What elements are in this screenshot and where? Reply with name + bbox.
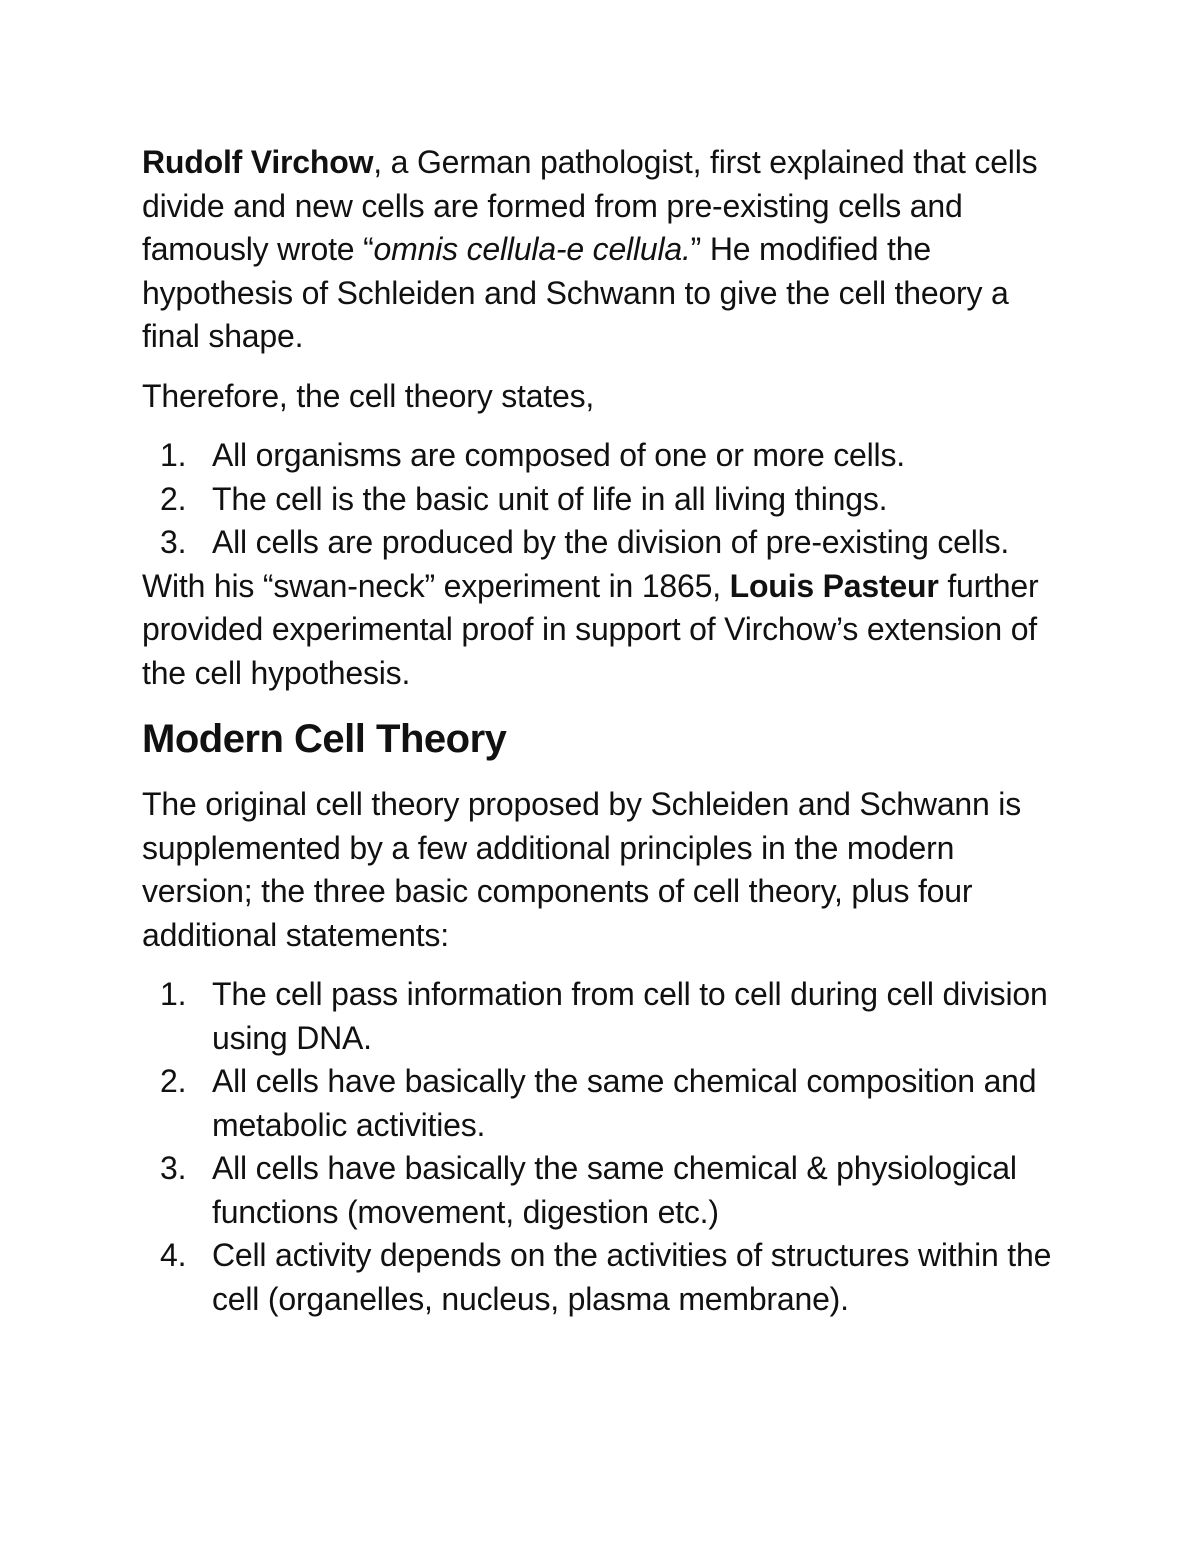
list-item [142,973,1062,1060]
pasteur-paragraph [142,565,1062,696]
modern-theory-list [142,973,1062,1321]
list-item-text: All cells have basically the same chemical & physiological functions (movement, digestion etc.) [212,1150,1017,1230]
list-item-text: The cell is the basic unit of life in all living things. [212,480,888,517]
list-item-number: 1. [160,437,187,473]
virchow-name: Rudolf Virchow [142,144,374,180]
list-item-number: 1. [160,976,187,1012]
list-item [142,1234,1062,1321]
list-item [142,434,1062,478]
modern-theory-paragraph: The original cell theory proposed by Schleiden and Schwann is supplemented by a few additional principles in the modern version; the three basic components of cell theory, plus four additional statements: [142,786,1022,953]
list-item-text: Cell activity depends on the activities of structures within the cell (organelles, nucleus, plasma membrane). [212,1237,1052,1317]
list-item-text: All organisms are composed of one or more cells. [212,437,905,473]
pasteur-text-b: further provided experimental proof in support of Virchow’s extension of the cell hypothesis. [142,567,1039,691]
virchow-text-a: , a German pathologist, first explained that cells divide and new cells are formed from pre-existing cells and famously wrote “ [142,144,1038,267]
list-item-text: All cells are produced by the division of pre-existing cells. [212,524,1010,560]
pasteur-name: Louis Pasteur [729,567,939,604]
section-heading: Modern Cell Theory [142,717,507,761]
list-item [142,521,1062,565]
list-item-number: 2. [160,1063,187,1099]
cell-theory-intro: Therefore, the cell theory states, [142,377,595,414]
list-item [142,1060,1062,1147]
list-item-text: The cell pass information from cell to cell during cell division using DNA. [212,976,1048,1056]
list-item [142,1147,1062,1234]
virchow-text-b: ” He modified the hypothesis of Schleiden and Schwann to give the cell theory a final shape. [142,231,1009,354]
list-item-number: 3. [160,524,187,560]
list-item [142,478,1062,522]
list-item-number: 3. [160,1150,187,1186]
cell-theory-list [142,434,1062,565]
list-item-number: 2. [160,480,187,517]
virchow-quote: omnis cellula-e cellula. [373,231,691,267]
pasteur-text-a: With his “swan-neck” experiment in 1865, [142,567,730,604]
document-page [142,141,1062,1321]
list-item-text: All cells have basically the same chemical composition and metabolic activities. [212,1063,1037,1143]
virchow-paragraph [142,141,1062,359]
list-item-number: 4. [160,1237,187,1273]
